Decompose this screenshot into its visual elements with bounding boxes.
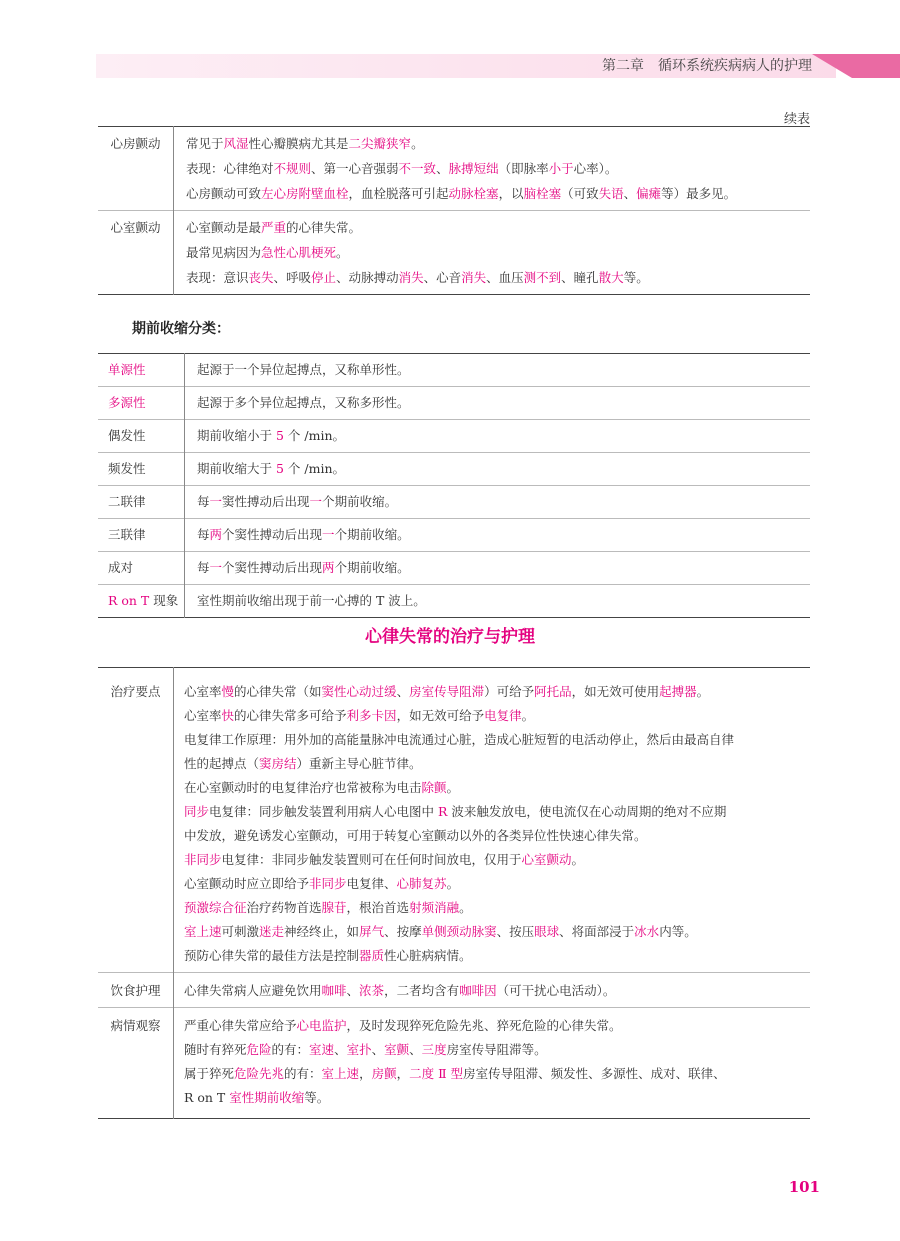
highlighted-text: 除颤: [421, 780, 447, 795]
row-key: 心房颤动: [98, 127, 174, 211]
text-run: 二联律: [108, 494, 146, 509]
text-run: 波来触发放电，使电流仅在心动周期的绝对不应期: [447, 804, 727, 819]
text-run: 窦性搏动后出现: [222, 494, 310, 509]
section-title: 心律失常的治疗与护理: [365, 627, 535, 647]
text-line: [184, 752, 802, 776]
highlighted-text: 心电监护: [296, 1018, 347, 1033]
text-run: 。: [459, 900, 472, 915]
text-run: 电复律工作原理：用外加的高能量脉冲电流通过心脏，造成心脏短暂的电活动停止，然后由最高自律: [184, 732, 735, 747]
row-content: [174, 973, 811, 1008]
row-content: [185, 519, 811, 552]
highlighted-text: 一: [309, 494, 323, 509]
text-run: 心房颤动可致: [186, 186, 262, 201]
highlighted-text: 5: [275, 461, 284, 476]
text-line: [184, 728, 802, 752]
row-key: [98, 453, 185, 486]
highlighted-text: 偏瘫: [636, 186, 662, 201]
text-line: [186, 131, 802, 156]
row-key: 病情观察: [98, 1008, 174, 1119]
text-run: 、按压: [496, 924, 535, 939]
highlighted-text: 非同步: [184, 852, 222, 867]
text-run: ）重新主导心脏节律。: [296, 756, 422, 771]
text-run: 每: [197, 560, 210, 575]
text-line: [184, 979, 802, 1003]
text-run: ，: [396, 1066, 410, 1081]
text-line: [184, 896, 802, 920]
text-run: 、心音: [423, 270, 462, 285]
highlighted-text: 室扑: [346, 1042, 372, 1057]
highlighted-text: 5: [275, 428, 284, 443]
table-row: [98, 453, 810, 486]
subheading: 期前收缩分类：: [132, 321, 230, 337]
text-run: 、第一心音强弱: [311, 161, 399, 176]
text-run: ）可给予: [484, 684, 535, 699]
page-number: 101: [788, 1178, 820, 1196]
text-run: 成对: [108, 560, 134, 575]
text-run: 起源于多个异位起搏点，又称多形性。: [197, 395, 410, 410]
highlighted-text: 消失: [398, 270, 424, 285]
highlighted-text: 一: [322, 527, 335, 542]
text-run: 心室率: [184, 708, 222, 723]
highlighted-text: 眼球: [534, 924, 560, 939]
highlighted-text: 单侧: [421, 924, 447, 939]
table-row: [98, 486, 810, 519]
highlighted-text: 预激综合征: [184, 900, 247, 915]
text-run: 严重心律失常应给予: [184, 1018, 297, 1033]
row-content: [185, 453, 811, 486]
row-key: [98, 585, 185, 618]
table-row: [98, 668, 810, 973]
text-run: 表现：心律绝对: [186, 161, 274, 176]
highlighted-text: 单源性: [108, 362, 146, 377]
text-run: 的有：: [271, 1042, 310, 1057]
text-run: 的心律失常（如: [234, 684, 322, 699]
highlighted-text: 一: [209, 494, 223, 509]
row-content: [174, 1008, 811, 1119]
highlighted-text: 失语: [598, 186, 624, 201]
highlighted-text: 冰水: [634, 924, 660, 939]
table-row: [98, 127, 810, 211]
highlighted-text: 咖啡因: [459, 983, 497, 998]
row-key: [98, 420, 185, 453]
highlighted-text: 房室传导阻滞: [409, 684, 485, 699]
highlighted-text: 室上速: [321, 1066, 360, 1081]
text-line: [184, 680, 802, 704]
row-content: [185, 387, 811, 420]
text-run: 每: [197, 494, 210, 509]
text-run: 个期前收缩。: [322, 494, 398, 509]
text-run: ，血栓脱落可引起: [348, 186, 449, 201]
text-run: 、: [396, 684, 410, 699]
row-key: 治疗要点: [98, 668, 174, 973]
highlighted-text: 散大: [598, 270, 624, 285]
highlighted-text: 二度 Ⅱ 型: [409, 1066, 464, 1081]
highlighted-text: 危险: [246, 1042, 272, 1057]
highlighted-text: 阿托品: [534, 684, 572, 699]
highlighted-text: 小于: [548, 161, 574, 176]
text-run: 随时有猝死: [184, 1042, 247, 1057]
highlighted-text: 室颤: [384, 1042, 410, 1057]
highlighted-text: 房颤: [371, 1066, 397, 1081]
arrhythmia-table: [98, 126, 810, 295]
highlighted-text: 测不到: [523, 270, 562, 285]
highlighted-text: 电复律: [484, 708, 522, 723]
row-key: [98, 486, 185, 519]
highlighted-text: 两: [322, 560, 335, 575]
row-content: [185, 486, 811, 519]
text-run: 性心瓣膜病尤其是: [248, 136, 349, 151]
text-line: [184, 1086, 802, 1110]
highlighted-text: 脑栓塞: [523, 186, 562, 201]
highlighted-text: 利多卡因: [346, 708, 397, 723]
highlighted-text: 咖啡: [321, 983, 347, 998]
text-run: ，以: [498, 186, 524, 201]
highlighted-text: 丧失: [248, 270, 274, 285]
chapter-title: 第二章 循环系统疾病病人的护理: [602, 58, 812, 74]
highlighted-text: 心肺复苏: [396, 876, 447, 891]
row-key: [98, 387, 185, 420]
text-run: 现象: [149, 593, 179, 608]
text-run: 。: [336, 245, 349, 260]
text-run: （即脉率: [498, 161, 549, 176]
text-run: ，及时发现猝死危险先兆、猝死危险的心律失常。: [346, 1018, 622, 1033]
text-run: 在心室颤动时的电复律治疗也常被称为电击: [184, 780, 422, 795]
text-run: 。: [411, 136, 424, 151]
highlighted-text: 消失: [461, 270, 487, 285]
text-run: 个期前收缩。: [334, 527, 410, 542]
text-line: [184, 800, 802, 824]
text-run: 个窦性搏动后出现: [222, 560, 323, 575]
text-run: ，: [359, 1066, 372, 1081]
text-run: 等）最多见。: [661, 186, 737, 201]
text-run: 。: [696, 684, 710, 699]
text-run: 心室颤动是最: [186, 220, 262, 235]
text-run: 、: [334, 1042, 347, 1057]
row-key: 心室颤动: [98, 211, 174, 295]
highlighted-text: 二尖瓣狭窄: [348, 136, 412, 151]
table-row: [98, 585, 810, 618]
highlighted-text: 一: [209, 560, 223, 575]
text-run: ，二者均含有: [384, 983, 460, 998]
row-content: [185, 552, 811, 585]
highlighted-text: 颈动脉窦: [446, 924, 497, 939]
row-content: [185, 354, 811, 387]
text-run: 中发放，避免诱发心室颤动，可用于转复心室颤动以外的各类异位性快速心律失常。: [184, 828, 647, 843]
text-run: 个 /min。: [283, 428, 345, 443]
text-run: 最常见病因为: [186, 245, 262, 260]
table-row: [98, 973, 810, 1008]
text-run: 内等。: [659, 924, 697, 939]
row-key: [98, 519, 185, 552]
highlighted-text: 两: [209, 527, 223, 542]
highlighted-text: 起搏器: [659, 684, 697, 699]
row-content: [174, 668, 811, 973]
highlighted-text: 左心房附壁血栓: [261, 186, 349, 201]
continued-label: 续表: [783, 112, 810, 127]
highlighted-text: 心室颤动: [521, 852, 572, 867]
text-run: 、呼吸: [273, 270, 312, 285]
highlighted-text: 射频消融: [409, 900, 460, 915]
text-run: 、血压: [486, 270, 524, 285]
text-run: 偶发性: [108, 428, 146, 443]
text-run: 表现：意识: [186, 270, 249, 285]
text-run: 心率）。: [573, 161, 618, 176]
text-run: 、动脉搏动: [336, 270, 399, 285]
highlighted-text: 窦性心动过缓: [321, 684, 397, 699]
text-line: [184, 776, 802, 800]
text-run: 可刺激: [221, 924, 260, 939]
highlighted-text: 屏气: [359, 924, 385, 939]
text-run: 室性期前收缩出现于前一心搏的 T 波上。: [197, 593, 426, 608]
text-run: 心室率: [184, 684, 222, 699]
row-key: 饮食护理: [98, 973, 174, 1008]
highlighted-text: 多源性: [108, 395, 146, 410]
text-run: 房室传导阻滞等。: [446, 1042, 547, 1057]
row-key: [98, 552, 185, 585]
table-row: [98, 387, 810, 420]
text-run: 、: [623, 186, 637, 201]
text-line: [184, 1014, 802, 1038]
text-line: [184, 920, 802, 944]
text-run: 、按摩: [384, 924, 422, 939]
highlighted-text: 风湿: [223, 136, 249, 151]
table-row: [98, 519, 810, 552]
text-run: 。: [521, 708, 535, 723]
text-run: 的有：: [284, 1066, 322, 1081]
text-run: 性的起搏点（: [184, 756, 260, 771]
text-run: （可致: [561, 186, 599, 201]
highlighted-text: 停止: [311, 270, 337, 285]
text-run: 的心律失常多可给予: [234, 708, 347, 723]
text-run: 常见于: [186, 136, 224, 151]
highlighted-text: 室上速: [184, 924, 222, 939]
text-run: 治疗药物首选: [246, 900, 322, 915]
table-row: [98, 420, 810, 453]
highlighted-text: 器质: [359, 948, 385, 963]
text-run: 等。: [623, 270, 649, 285]
text-run: 预防心律失常的最佳方法是控制: [184, 948, 360, 963]
row-key: [98, 354, 185, 387]
text-line: [184, 1062, 802, 1086]
highlighted-text: 脉搏短绌: [448, 161, 499, 176]
text-run: 电复律、: [346, 876, 397, 891]
text-run: ，根治首选: [346, 900, 410, 915]
text-run: 神经终止，如: [284, 924, 360, 939]
text-run: 。: [571, 852, 585, 867]
highlighted-text: 浓茶: [359, 983, 385, 998]
text-run: 、: [436, 161, 449, 176]
text-run: ，如无效可使用: [571, 684, 660, 699]
highlighted-text: 同步: [184, 804, 210, 819]
highlighted-text: 急性心肌梗死: [261, 245, 337, 260]
highlighted-text: R on T: [108, 593, 150, 608]
text-run: 、将面部浸于: [559, 924, 635, 939]
highlighted-text: 不规则: [273, 161, 312, 176]
text-line: [184, 872, 802, 896]
highlighted-text: 迷走: [259, 924, 285, 939]
text-run: 的心律失常。: [286, 220, 362, 235]
text-run: 、瞳孔: [561, 270, 599, 285]
text-line: [186, 240, 802, 265]
row-content: [185, 585, 811, 618]
text-run: 个窦性搏动后出现: [222, 527, 323, 542]
highlighted-text: 严重: [261, 220, 287, 235]
row-content: [174, 211, 811, 295]
highlighted-text: 不一致: [398, 161, 437, 176]
text-run: 个 /min。: [283, 461, 345, 476]
table-row: [98, 1008, 810, 1119]
text-run: 个期前收缩。: [334, 560, 410, 575]
premature-contraction-table: [98, 353, 810, 618]
text-run: 属于猝死: [184, 1066, 235, 1081]
table-row: [98, 552, 810, 585]
text-line: [184, 824, 802, 848]
text-line: [184, 704, 802, 728]
text-run: 三联律: [108, 527, 146, 542]
highlighted-text: 危险先兆: [234, 1066, 285, 1081]
text-line: [186, 265, 802, 290]
highlighted-text: 快: [221, 708, 235, 723]
highlighted-text: 腺苷: [321, 900, 347, 915]
text-run: 期前收缩大于: [197, 461, 276, 476]
text-line: [184, 944, 802, 968]
text-run: 每: [197, 527, 210, 542]
text-run: 心室颤动时应立即给予: [184, 876, 310, 891]
treatment-nursing-table: [98, 667, 810, 1119]
text-line: [186, 215, 802, 240]
highlighted-text: 三度: [421, 1042, 447, 1057]
text-run: 房室传导阻滞、频发性、多源性、成对、联律、: [463, 1066, 726, 1081]
text-line: [184, 1038, 802, 1062]
text-run: 等。: [304, 1090, 330, 1105]
text-run: 、: [346, 983, 360, 998]
text-run: 、: [371, 1042, 385, 1057]
text-run: R on T: [184, 1090, 230, 1105]
text-run: 期前收缩小于: [197, 428, 276, 443]
row-content: [174, 127, 811, 211]
row-content: [185, 420, 811, 453]
text-line: [184, 848, 802, 872]
text-run: 电复律：非同步触发装置则可在任何时间放电，仅用于: [221, 852, 522, 867]
table-row: [98, 354, 810, 387]
table-row: [98, 211, 810, 295]
text-run: 。: [446, 876, 460, 891]
highlighted-text: 慢: [221, 684, 235, 699]
text-run: 。: [446, 780, 460, 795]
text-run: ，如无效可给予: [396, 708, 485, 723]
text-run: （可干扰心电活动）。: [496, 983, 616, 998]
highlighted-text: 室速: [309, 1042, 335, 1057]
text-line: [186, 181, 802, 206]
highlighted-text: 室性期前收缩: [229, 1090, 305, 1105]
highlighted-text: 非同步: [309, 876, 347, 891]
text-run: 电复律：同步触发装置利用病人心电图中: [209, 804, 438, 819]
text-line: [186, 156, 802, 181]
text-run: 频发性: [108, 461, 146, 476]
highlighted-text: 窦房结: [259, 756, 297, 771]
highlighted-text: R: [438, 804, 448, 819]
text-run: 心律失常病人应避免饮用: [184, 983, 322, 998]
text-run: 起源于一个异位起搏点，又称单形性。: [197, 362, 410, 377]
text-run: 、: [409, 1042, 422, 1057]
text-run: 性心脏病病情。: [384, 948, 472, 963]
highlighted-text: 动脉栓塞: [448, 186, 499, 201]
